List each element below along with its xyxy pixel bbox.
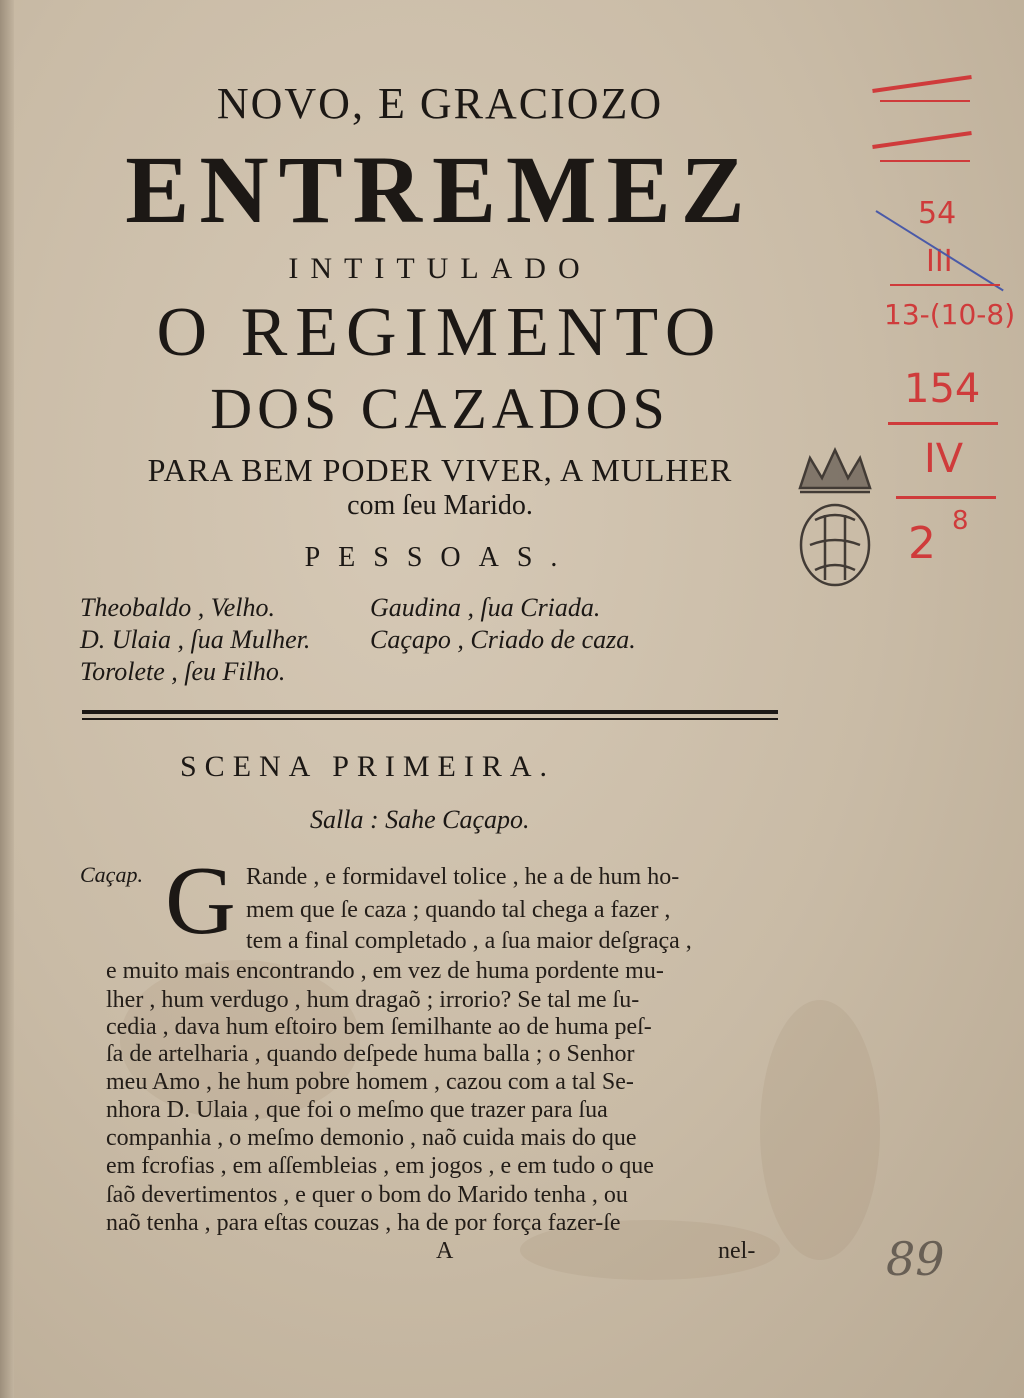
- drop-cap: G: [165, 847, 236, 955]
- title-line-4: O REGIMENTO: [156, 294, 724, 371]
- underline: [880, 100, 970, 102]
- text-line: ſa de artelharia , quando deſpede huma balla ; o Senhor: [106, 1041, 635, 1067]
- divider-rule: [82, 710, 778, 714]
- title-line-1: NOVO, E GRACIOZO: [216, 79, 664, 128]
- stain: [760, 1000, 880, 1260]
- title-line-2: ENTREMEZ: [125, 136, 755, 243]
- text-line: naõ tenha , para eſtas couzas , ha de por força fazer-ſe: [106, 1210, 621, 1236]
- shelfmark-c: 13-(10-8): [884, 298, 1016, 331]
- shelfmark-g: 8: [952, 506, 969, 536]
- page-number: 89: [886, 1232, 945, 1286]
- text-line: meu Amo , he hum pobre homem , cazou com a tal Se-: [106, 1069, 634, 1095]
- signature-mark: A: [436, 1238, 454, 1264]
- underline: [890, 284, 1000, 286]
- underline: [888, 422, 998, 425]
- strike-line: [872, 131, 972, 149]
- text-line: lher , hum verdugo , hum dragaõ ; irrorio? Se tal me ſu-: [106, 987, 640, 1013]
- cast-list-left: [80, 592, 310, 688]
- cast-entry: D. Ulaia , ſua Mulher.: [80, 625, 311, 654]
- crown-stamp-icon: [780, 440, 890, 600]
- cast-entry: Theobaldo , Velho.: [80, 593, 275, 622]
- underline: [896, 496, 996, 499]
- divider-rule-thin: [82, 718, 778, 720]
- cast-entry: Gaudina , ſua Criada.: [370, 593, 601, 622]
- text-line: e muito mais encontrando , em vez de huma pordente mu-: [106, 958, 664, 984]
- underline: [880, 160, 970, 162]
- cast-list-right: [370, 592, 636, 656]
- cast-entry: Torolete , ſeu Filho.: [80, 657, 286, 686]
- text-line: Rande , e formidavel tolice , he a de hum ho-: [246, 864, 680, 890]
- shelfmark-b: III: [926, 244, 953, 279]
- catchword: nel-: [718, 1238, 756, 1264]
- title-line-6: PARA BEM PODER VIVER, A MULHER: [147, 452, 733, 488]
- shelfmark-d: 154: [904, 366, 981, 412]
- title-line-5: DOS CAZADOS: [210, 376, 670, 441]
- text-line: ſaõ devertimentos , e quer o bom do Marido tenha , ou: [106, 1182, 628, 1208]
- scene-heading: SCENA PRIMEIRA.: [180, 750, 556, 783]
- cast-heading: PESSOAS.: [304, 542, 576, 573]
- text-line: cedia , dava hum eſtoiro bem ſemilhante ao de huma peſ-: [106, 1014, 652, 1040]
- text-line: mem que ſe caza ; quando tal chega a fazer ,: [246, 897, 671, 923]
- shelfmark-e: IV: [924, 436, 964, 482]
- page-edge: [0, 0, 14, 1398]
- strike-line: [872, 75, 972, 93]
- shelfmark-f: 2: [908, 518, 936, 569]
- title-line-3: INTITULADO: [288, 252, 592, 285]
- text-line: tem a final completado , a ſua maior deſgraça ,: [246, 928, 692, 954]
- text-line: em fcrofias , em aſſembleias , em jogos , e em tudo o que: [106, 1153, 654, 1179]
- shelfmark-a: 54: [918, 196, 957, 231]
- text-line: nhora D. Ulaia , que foi o meſmo que trazer para ſua: [106, 1097, 608, 1123]
- scene-setting: Salla : Sahe Caçapo.: [310, 805, 530, 834]
- title-line-7: com ſeu Marido.: [347, 490, 533, 521]
- text-line: companhia , o meſmo demonio , naõ cuida mais do que: [106, 1125, 637, 1151]
- speaker-label: Caçap.: [80, 862, 143, 887]
- cast-entry: Caçapo , Criado de caza.: [370, 625, 636, 654]
